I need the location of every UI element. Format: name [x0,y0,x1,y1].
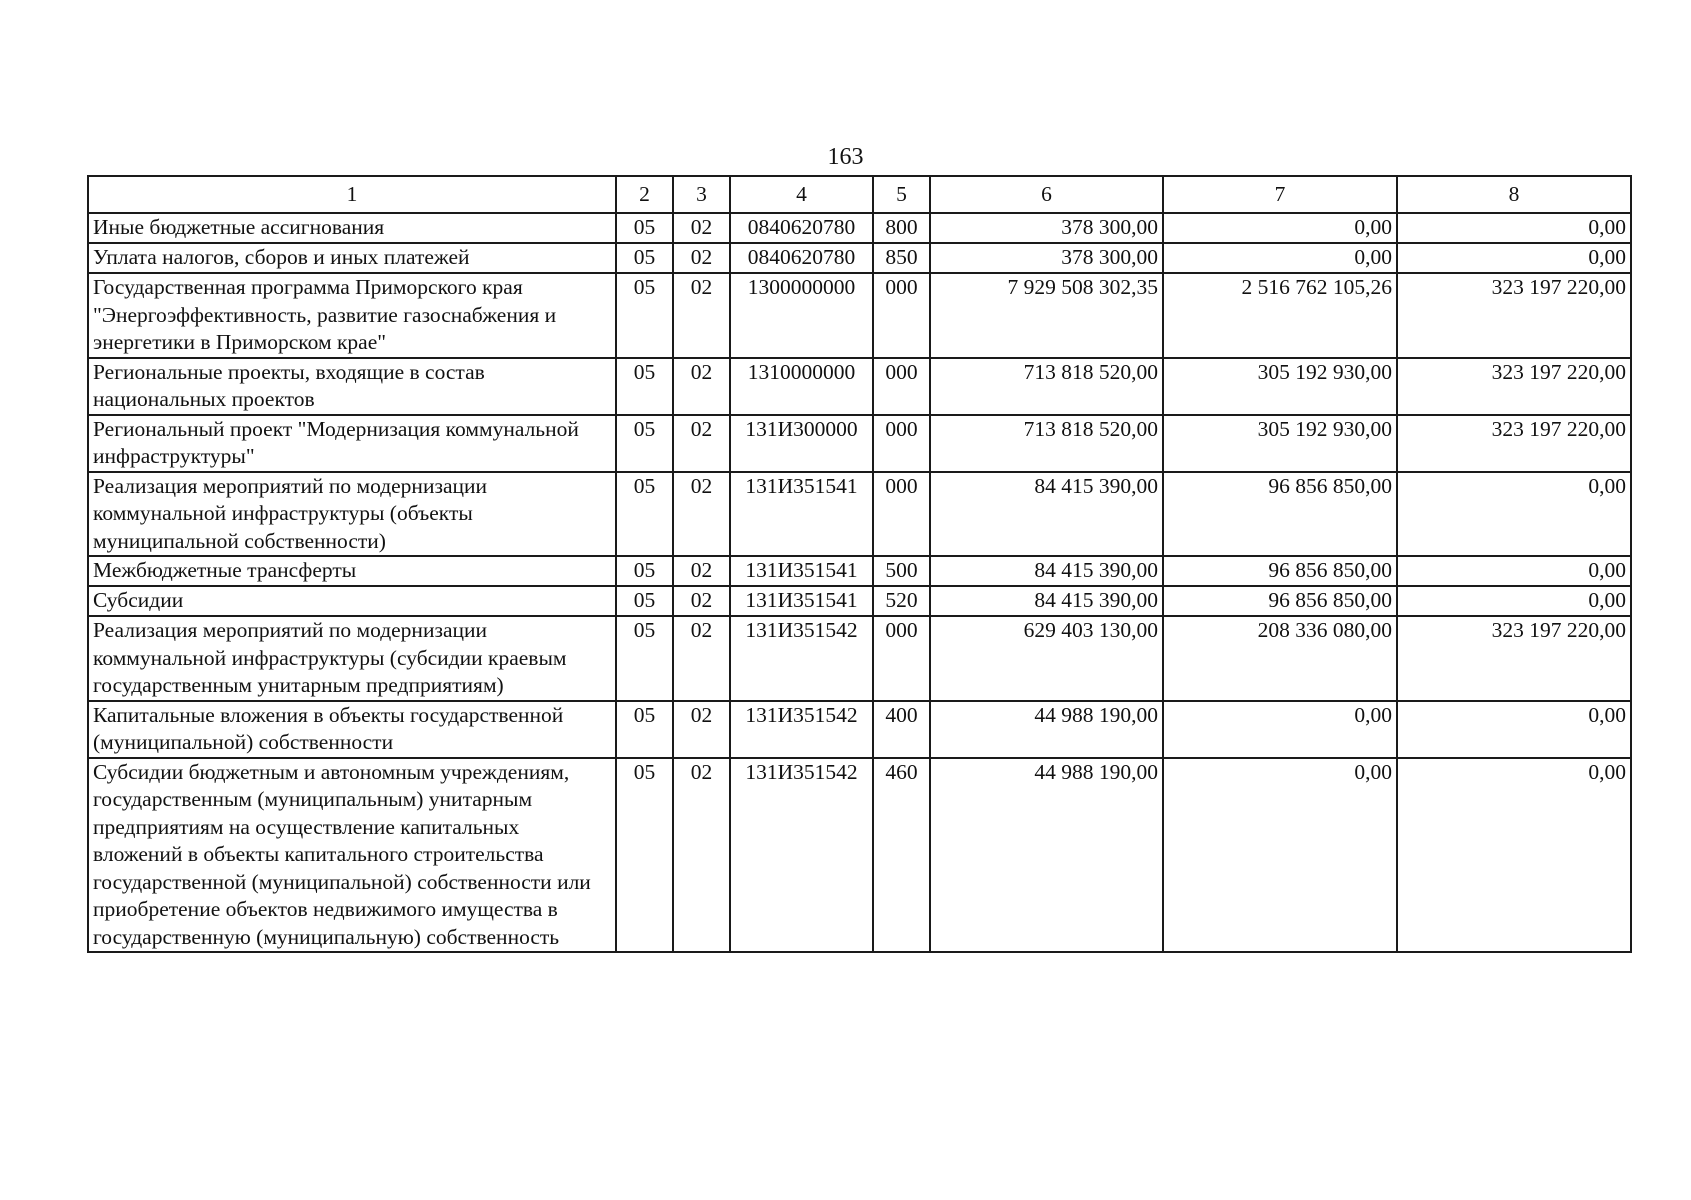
expense-type-code: 850 [873,243,930,273]
amount-col-6: 44 988 190,00 [930,758,1163,953]
table-row [88,243,1631,273]
section-code: 05 [616,586,673,616]
amount-col-7: 0,00 [1163,701,1397,758]
expense-type-code: 400 [873,701,930,758]
amount-col-7: 2 516 762 105,26 [1163,273,1397,358]
amount-col-6: 378 300,00 [930,213,1163,243]
section-code: 05 [616,701,673,758]
amount-col-8: 0,00 [1397,472,1631,557]
table-row [88,273,1631,358]
amount-col-7: 0,00 [1163,758,1397,953]
target-article-code: 0840620780 [730,243,873,273]
amount-col-6: 44 988 190,00 [930,701,1163,758]
amount-col-6: 713 818 520,00 [930,358,1163,415]
row-name: Субсидии бюджетным и автономным учреждениям, государственным (муниципальным) унитарным предприятиям на осуществление капитальных вложений в объекты капитального строительства государственной (муниципальной) собственности или приобретение объектов недвижимого имущества в государственную (муниципальную) собственность [88,758,616,953]
row-name: Иные бюджетные ассигнования [88,213,616,243]
amount-col-8: 0,00 [1397,586,1631,616]
table-row [88,213,1631,243]
row-name: Уплата налогов, сборов и иных платежей [88,243,616,273]
amount-col-6: 84 415 390,00 [930,556,1163,586]
expense-type-code: 800 [873,213,930,243]
amount-col-7: 305 192 930,00 [1163,358,1397,415]
table-row [88,758,1631,953]
section-code: 05 [616,243,673,273]
amount-col-6: 378 300,00 [930,243,1163,273]
subsection-code: 02 [673,556,730,586]
row-name: Межбюджетные трансферты [88,556,616,586]
amount-col-7: 0,00 [1163,243,1397,273]
row-name: Субсидии [88,586,616,616]
expense-type-code: 000 [873,472,930,557]
subsection-code: 02 [673,273,730,358]
target-article-code: 0840620780 [730,213,873,243]
header-cell-7: 7 [1163,176,1397,213]
subsection-code: 02 [673,586,730,616]
subsection-code: 02 [673,415,730,472]
subsection-code: 02 [673,213,730,243]
amount-col-6: 84 415 390,00 [930,586,1163,616]
section-code: 05 [616,472,673,557]
amount-col-8: 323 197 220,00 [1397,358,1631,415]
amount-col-6: 7 929 508 302,35 [930,273,1163,358]
row-name: Реализация мероприятий по модернизации коммунальной инфраструктуры (объекты муниципальной собственности) [88,472,616,557]
amount-col-8: 0,00 [1397,758,1631,953]
amount-col-8: 323 197 220,00 [1397,415,1631,472]
row-name: Государственная программа Приморского края "Энергоэффективность, развитие газоснабжения и энергетики в Приморском крае" [88,273,616,358]
amount-col-7: 305 192 930,00 [1163,415,1397,472]
table-row [88,472,1631,557]
table-row [88,616,1631,701]
subsection-code: 02 [673,616,730,701]
expense-type-code: 500 [873,556,930,586]
subsection-code: 02 [673,472,730,557]
expense-type-code: 000 [873,273,930,358]
target-article-code: 131И351542 [730,701,873,758]
section-code: 05 [616,358,673,415]
expense-type-code: 000 [873,616,930,701]
budget-table [87,175,1632,953]
target-article-code: 131И351541 [730,556,873,586]
target-article-code: 131И351541 [730,472,873,557]
amount-col-8: 0,00 [1397,213,1631,243]
header-cell-5: 5 [873,176,930,213]
table-row [88,358,1631,415]
section-code: 05 [616,556,673,586]
table-row [88,701,1631,758]
target-article-code: 131И351542 [730,616,873,701]
subsection-code: 02 [673,758,730,953]
header-cell-1: 1 [88,176,616,213]
section-code: 05 [616,213,673,243]
expense-type-code: 000 [873,415,930,472]
row-name: Региональный проект "Модернизация коммунальной инфраструктуры" [88,415,616,472]
table-row [88,415,1631,472]
page-number: 163 [827,144,864,170]
section-code: 05 [616,616,673,701]
amount-col-8: 0,00 [1397,701,1631,758]
subsection-code: 02 [673,358,730,415]
section-code: 05 [616,273,673,358]
amount-col-8: 0,00 [1397,556,1631,586]
amount-col-8: 0,00 [1397,243,1631,273]
amount-col-7: 0,00 [1163,213,1397,243]
amount-col-7: 96 856 850,00 [1163,556,1397,586]
subsection-code: 02 [673,243,730,273]
table-row [88,556,1631,586]
section-code: 05 [616,758,673,953]
header-cell-6: 6 [930,176,1163,213]
target-article-code: 1300000000 [730,273,873,358]
amount-col-6: 713 818 520,00 [930,415,1163,472]
amount-col-8: 323 197 220,00 [1397,273,1631,358]
target-article-code: 131И351542 [730,758,873,953]
header-row [88,176,1631,213]
amount-col-7: 96 856 850,00 [1163,586,1397,616]
header-cell-4: 4 [730,176,873,213]
amount-col-7: 208 336 080,00 [1163,616,1397,701]
amount-col-7: 96 856 850,00 [1163,472,1397,557]
table-row [88,586,1631,616]
target-article-code: 1310000000 [730,358,873,415]
expense-type-code: 000 [873,358,930,415]
subsection-code: 02 [673,701,730,758]
row-name: Региональные проекты, входящие в состав национальных проектов [88,358,616,415]
row-name: Реализация мероприятий по модернизации коммунальной инфраструктуры (субсидии краевым государственным унитарным предприятиям) [88,616,616,701]
header-cell-8: 8 [1397,176,1631,213]
amount-col-8: 323 197 220,00 [1397,616,1631,701]
header-cell-2: 2 [616,176,673,213]
row-name: Капитальные вложения в объекты государственной (муниципальной) собственности [88,701,616,758]
target-article-code: 131И351541 [730,586,873,616]
target-article-code: 131И300000 [730,415,873,472]
amount-col-6: 84 415 390,00 [930,472,1163,557]
expense-type-code: 460 [873,758,930,953]
section-code: 05 [616,415,673,472]
amount-col-6: 629 403 130,00 [930,616,1163,701]
header-cell-3: 3 [673,176,730,213]
expense-type-code: 520 [873,586,930,616]
